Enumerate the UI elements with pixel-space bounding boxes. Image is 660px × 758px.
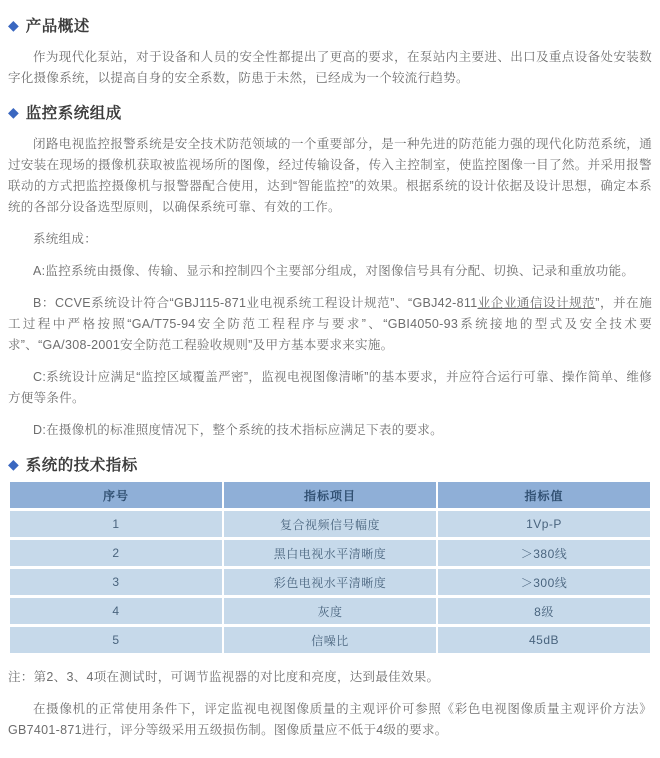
spec-col-header-item: 指标项目 (224, 482, 436, 508)
row-item: 信噪比 (224, 627, 436, 653)
row-no: 1 (10, 511, 222, 537)
table-row (10, 598, 650, 624)
composition-subtitle: 系统组成： (33, 232, 98, 246)
section-heading-composition (8, 101, 652, 123)
table-row (10, 540, 650, 566)
row-value: ＞300线 (438, 569, 650, 595)
composition-item-d: D:在摄像机的标准照度情况下，整个系统的技术指标应满足下表的要求。 (33, 423, 443, 437)
spec-col-header-value: 指标值 (438, 482, 650, 508)
section-heading-overview (8, 14, 652, 36)
row-value: 45dB (438, 627, 650, 653)
row-no: 4 (10, 598, 222, 624)
spec-col-header-no: 序号 (10, 482, 222, 508)
table-note: 注：第2、3、4项在测试时，可调节监视器的对比度和亮度，达到最佳效果。 (8, 670, 440, 684)
diamond-icon: ◆ (8, 104, 19, 120)
row-item: 彩色电视水平清晰度 (224, 569, 436, 595)
overview-paragraph: 作为现代化泵站，对于设备和人员的安全性都提出了更高的要求，在泵站内主要进、出口及重点设备处安装数字化摄像系统，以提高自身的安全系数，防患于未然，已经成为一个较流行趋势。 (8, 50, 652, 85)
row-item: 灰度 (224, 598, 436, 624)
composition-item-a: A:监控系统由摄像、传输、显示和控制四个主要部分组成，对图像信号具有分配、切换、记录和重放功能。 (33, 264, 635, 278)
row-no: 5 (10, 627, 222, 653)
row-item: 复合视频信号幅度 (224, 511, 436, 537)
row-no: 2 (10, 540, 222, 566)
row-value: 1Vp-P (438, 511, 650, 537)
section-title-specs: 系统的技术指标 (25, 457, 138, 474)
row-value: ＞380线 (438, 540, 650, 566)
spec-table-header-row (10, 482, 650, 508)
section-heading-specs (8, 453, 652, 475)
item-b-text-post: ”，并在施工过程中严格按照“GA/T75-94安全防范工程程序与要求”、“GBI4050-93系统接地的型式及安全技术要求”、“GA/308-2001安全防范工程验收规则”及甲方基本要求来实施。 (8, 296, 652, 352)
spec-table (8, 479, 652, 656)
composition-item-c: C:系统设计应满足“监控区域覆盖严密”，监视电视图像清晰”的基本要求，并应符合运行可靠、操作简单、维修方便等条件。 (8, 370, 652, 405)
row-value: 8级 (438, 598, 650, 624)
row-item: 黑白电视水平清晰度 (224, 540, 436, 566)
table-row (10, 627, 650, 653)
row-no: 3 (10, 569, 222, 595)
composition-item-b (8, 293, 652, 356)
closing-paragraph: 在摄像机的正常使用条件下，评定监视电视图像质量的主观评价可参照《彩色电视图像质量主观评价方法》GB7401-871进行，评分等级采用五级损伤制。图像质量应不低于4级的要求。 (8, 702, 652, 737)
diamond-icon: ◆ (8, 17, 19, 33)
item-b-underlined-standard: 业企业通信设计规范 (477, 296, 596, 310)
item-b-text-pre: B：CCVE系统设计符合“GBJ115-871业电视系统工程设计规范”、“GBJ42-811 (33, 296, 478, 310)
section-title-overview: 产品概述 (25, 18, 90, 35)
composition-intro-paragraph: 闭路电视监控报警系统是安全技术防范领域的一个重要部分，是一种先进的防范能力强的现代化防范系统，通过安装在现场的摄像机获取被监视场所的图像，经过传输设备，传入主控制室，使监控图像一目了然。并采用报警联动的方式把监控摄像机与报警器配合使用，达到“智能监控”的效果。根据系统的设计依据及设计思想，确定本系统的各部分设备选型原则，以确保系统可靠、有效的工作。 (8, 137, 652, 214)
table-row (10, 569, 650, 595)
table-row (10, 511, 650, 537)
section-title-composition: 监控系统组成 (25, 105, 122, 122)
diamond-icon: ◆ (8, 456, 19, 472)
